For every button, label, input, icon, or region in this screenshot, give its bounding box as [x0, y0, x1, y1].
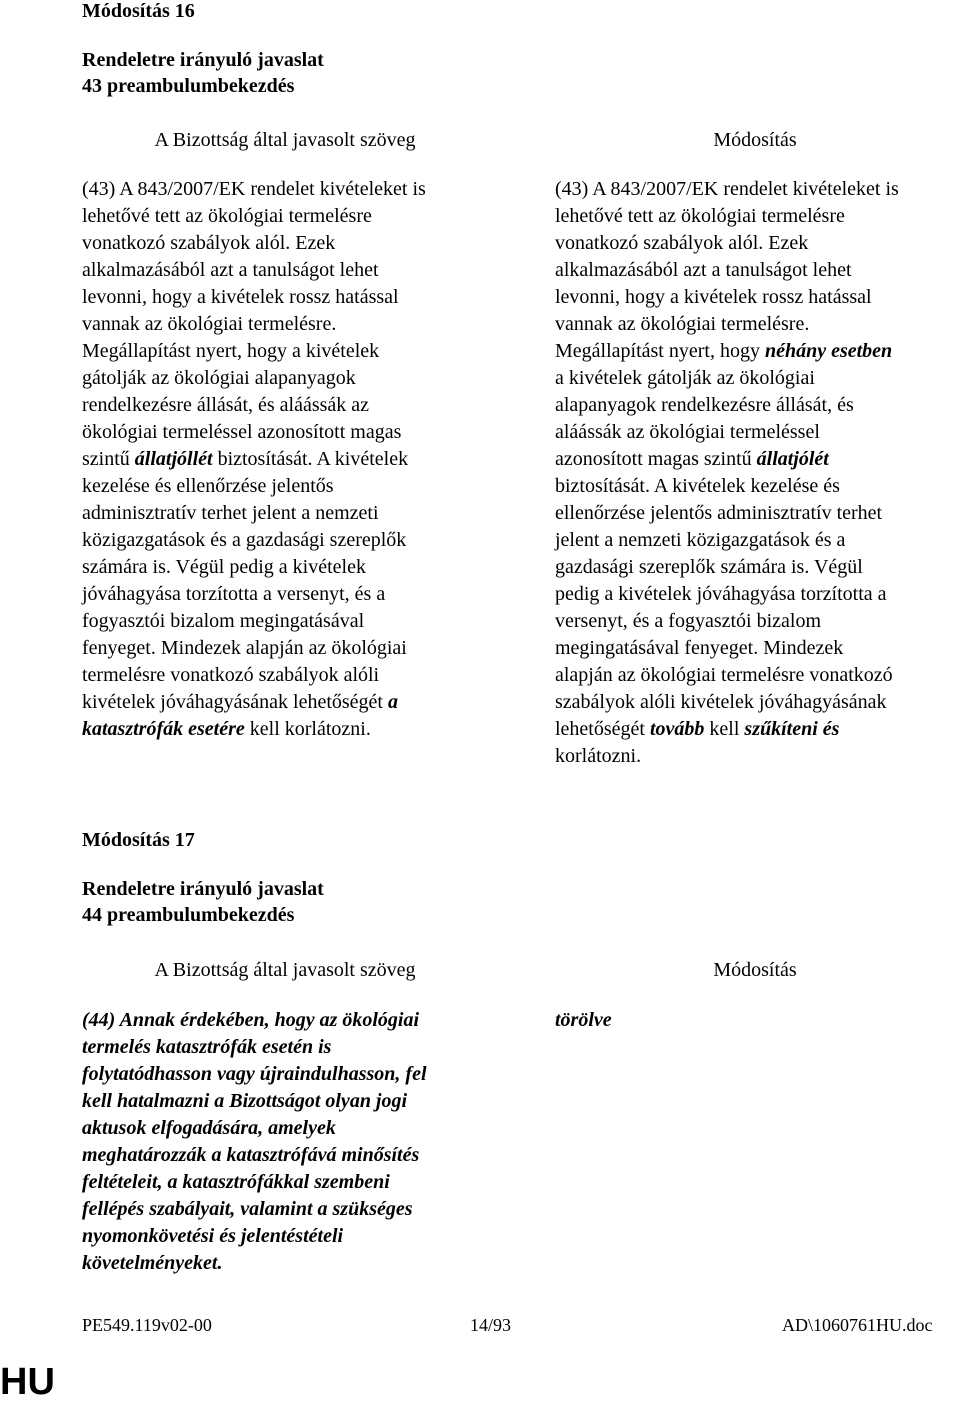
- amendment-17-commission-text: (44) Annak érdekében, hogy az ökológiai termelés katasztrófák esetén is folytatódhasson vagy újraindulhasson, fel kell hatalmazni a Bizottságot olyan jogi aktusok elfogadására, amelyek meghatározzák a katasztrófává minősítés feltételeit, a katasztrófákkal szembeni fellépés szabályait, valamint a szükséges nyomonkövetési és jelentéstételi követelményeket.: [82, 1009, 427, 1274]
- amendment-16-proposal-line: Rendeletre irányuló javaslat: [82, 49, 324, 71]
- emphasis-segment: néhány esetben: [764, 340, 893, 362]
- text-segment: a kivételek gátolják az ökológiai alapanyagok rendelkezésre állását, és aláássák az ökológiai termeléssel azonosított magas szintű: [555, 367, 854, 470]
- text-segment: kell: [704, 718, 745, 740]
- footer-page-number: 14/93: [470, 1315, 512, 1335]
- amendment-17-amended-text: törölve: [555, 1009, 612, 1031]
- text-segment: biztosítását. A kivételek kezelése és ellenőrzése jelentős adminisztratív terhet jelent a nemzeti közigazgatások és a gazdasági szereplők számára is. Végül pedig a kivételek jóváhagyása torzította a versenyt, és a fogyasztói bizalom megingatásával fenyeget. Mindezek alapján az ökológiai termelésre vonatkozó szabályok alóli kivételek jóváhagyásának lehetőségét: [555, 475, 893, 740]
- emphasis-segment: állatjólét: [756, 448, 829, 470]
- amendment-17-title: Módosítás 17: [82, 829, 195, 851]
- amendment-16-left-header: A Bizottság által javasolt szöveg: [154, 129, 416, 151]
- language-code: HU: [0, 1361, 55, 1403]
- text-segment: (43) A 843/2007/EK rendelet kivételeket is lehetővé tett az ökológiai termelésre vonatkozó szabályok alól. Ezek alkalmazásából azt a tanulságot lehet levonni, hogy a kivételek rossz hatással vannak az ökológiai termelésre. Megállapítást nyert, hogy a kivételek gátolják az ökológiai alapanyagok rendelkezésre állását, és aláássák az ökológiai termeléssel azonosított magas szintű: [82, 178, 426, 470]
- amendment-16-recital-line: 43 preambulumbekezdés: [82, 75, 295, 97]
- emphasis-segment: tovább: [649, 718, 705, 740]
- text-segment: (43) A 843/2007/EK rendelet kivételeket is lehetővé tett az ökológiai termelésre vonatkozó szabályok alól. Ezek alkalmazásából azt a tanulságot lehet levonni, hogy a kivételek rossz hatással vannak az ökológiai termelésre. Megállapítást nyert, hogy: [555, 178, 899, 362]
- amendment-17-right-header: Módosítás: [713, 959, 797, 981]
- footer-doc-ref: PE549.119v02-00: [82, 1315, 212, 1335]
- emphasis-segment: állatjóllét: [134, 448, 213, 470]
- text-segment: kell korlátozni.: [244, 718, 371, 740]
- text-segment: biztosítását. A kivételek kezelése és ellenőrzése jelentős adminisztratív terhet jelent a nemzeti közigazgatások és a gazdasági szereplők számára is. Végül pedig a kivételek jóváhagyása torzította a versenyt, és a fogyasztói bizalom megingatásával fenyeget. Mindezek alapján az ökológiai termelésre vonatkozó szabályok alóli kivételek jóváhagyásának lehetőségét: [82, 448, 409, 713]
- amendment-16-commission-text: [82, 176, 502, 743]
- amendment-17-recital-line: 44 preambulumbekezdés: [82, 904, 295, 926]
- text-segment: korlátozni.: [555, 745, 642, 767]
- emphasis-segment: a katasztrófák esetére: [82, 691, 398, 740]
- amendment-16-right-header: Módosítás: [713, 129, 797, 151]
- footer-file-ref: AD\1060761HU.doc: [782, 1315, 933, 1335]
- emphasis-segment: szűkíteni és: [744, 718, 840, 740]
- amendment-16-title: Módosítás 16: [82, 0, 195, 22]
- amendment-16-amended-text: [555, 176, 960, 770]
- amendment-17-proposal-line: Rendeletre irányuló javaslat: [82, 878, 324, 900]
- amendment-17-left-header: A Bizottság által javasolt szöveg: [154, 959, 416, 981]
